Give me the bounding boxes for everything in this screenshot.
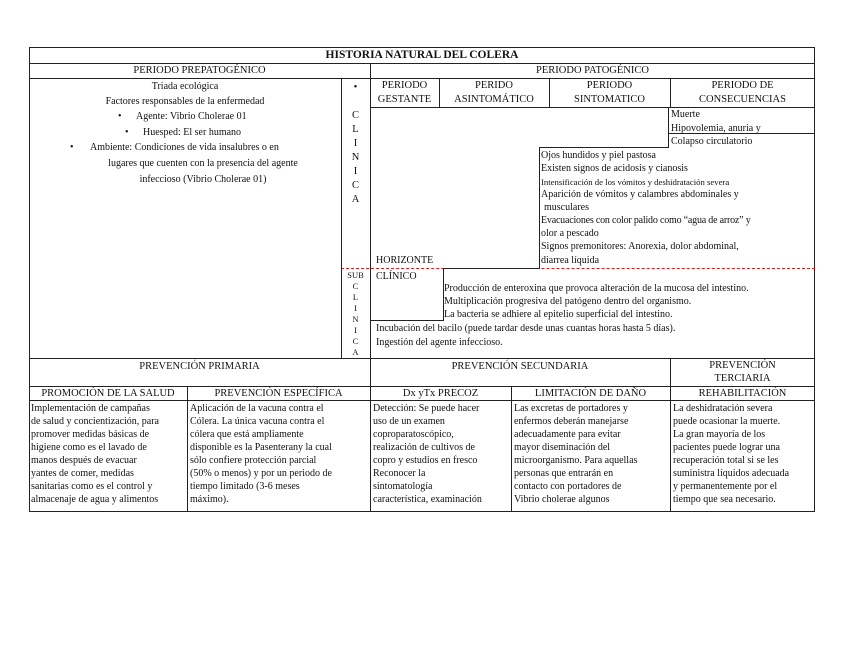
divider [29,63,815,64]
clinica-letter: L [352,124,359,135]
text-line: coproparatoscópico, [373,429,454,440]
text-line: puede ocasionar la muerte. [673,416,781,427]
text-line: y permanentemente por el [673,481,778,492]
event-incubation: Incubación del bacilo (puede tardar desde unas cuantas horas hasta 5 días). [376,323,676,334]
symptom-cramps-2: musculares [544,202,589,213]
bullet-icon: • [125,127,129,138]
divider [29,386,815,387]
divider [370,386,371,512]
text-line: copro y estudios en fresco [373,455,478,466]
page-title: HISTORIA NATURAL DEL COLERA [325,49,519,61]
text-line: mayor diseminación del [514,442,611,453]
clinical-label: CLÍNICO [376,271,417,282]
text-line: manos después de evacuar [31,455,137,466]
gestante-header-1: PERIODO [381,80,428,91]
text-line: almacenaje de agua y alimentos [31,494,159,505]
divider [29,358,815,359]
sintomatico-header-2: SINTOMATICO [574,94,645,105]
environment-text-2: lugares que cuenten con la presencia del agente [108,158,298,169]
event-multiplication: Multiplicación progresiva del patógeno dentro del organismo. [444,296,692,307]
environment-text-3: infeccioso (Vibrio Cholerae 01) [139,174,267,185]
rehabilitation-header: REHABILITACIÓN [698,388,787,399]
host-text: Huesped: El ser humano [143,127,242,138]
text-line: (50% o menos) y por un periodo de [190,468,332,479]
sintomatico-header-1: PERIODO [586,80,633,91]
consecuencias-header-1: PERIODO DE [711,80,774,91]
agent-text: Agente: Vibrio Cholerae 01 [136,111,247,122]
death-text: Muerte [671,109,700,120]
asintomatico-header-2: ASINTOMÁTICO [454,94,534,105]
tertiary-prevention-header-2: TERCIARIA [714,373,771,384]
text-line: tiempo que sea necesario. [673,494,776,505]
subclinica-letter: C [352,281,359,291]
clinica-letter: N [351,152,360,163]
environment-text-1: Ambiente: Condiciones de vida insalubres o en [90,142,279,153]
text-line: Las excretas de portadores y [514,403,628,414]
early-dx-header: Dx yTx PRECOZ [402,388,479,399]
text-line: realización de cultivos de [373,442,475,453]
bullet-icon: • [118,111,122,122]
stair-step [443,268,540,269]
hypovolemia-text: Hipovolemia, anuria y [671,123,761,134]
text-line: característica, examinación [373,494,482,505]
text-line: higiene como es el lavado de [31,442,147,453]
tertiary-prevention-header-1: PREVENCIÓN [709,360,776,371]
text-line: enfermos deberán manejarse [514,416,629,427]
text-line: contacto con portadores de [514,481,622,492]
gestante-header-2: GESTANTE [377,94,432,105]
subclinica-letter: L [352,292,359,302]
specific-prevention-header: PREVENCIÓN ESPECÍFICA [214,388,343,399]
divider [187,386,188,512]
prepatogenic-header: PERIODO PREPATOGÉNICO [133,65,266,76]
text-line: Detección: Se puede hacer [373,403,480,414]
clinical-horizon-line [341,268,815,269]
stair-step [539,147,669,148]
text-line: disponible es la Pasenterany la cual [190,442,332,453]
clinica-letter: I [353,166,358,177]
symptom-eyes: Ojos hundidos y piel pastosa [541,150,656,161]
subclinica-letter: C [352,336,359,346]
divider [29,78,815,79]
text-line: La deshidratación severa [673,403,773,414]
subclinica-letter: I [354,303,357,313]
divider [370,63,371,386]
text-line: suministra líquidos adecuada [673,468,790,479]
bullet-icon: • [353,82,358,93]
text-line: recuperación total si se les [673,455,779,466]
text-line: yantes de comer, medidas [31,468,134,479]
event-adhesion: La bacteria se adhiere al epitelio superficial del intestino. [444,309,673,320]
text-line: Implementación de campañas [31,403,150,414]
text-line: microorganismo. Para aquellas [514,455,638,466]
text-line: pacientes puede lograr una [673,442,780,453]
triad-title: Triada ecológica [151,81,219,92]
subclinica-letter: N [352,314,359,324]
text-line: promover medidas básicas de [31,429,150,440]
text-line: uso de un examen [373,416,445,427]
text-line: Cólera. La única vacuna contra el [190,416,325,427]
damage-limitation-header: LIMITACIÓN DE DAÑO [534,388,647,399]
text-line: Aplicación de la vacuna contra el [190,403,324,414]
symptom-premonitory-2: diarrea líquida [541,255,600,266]
health-promotion-header: PROMOCIÓN DE LA SALUD [41,388,175,399]
subclinica-letter: A [352,347,359,357]
pathogenic-header: PERIODO PATOGÉNICO [536,65,649,76]
text-line: sólo confiere protección parcial [190,455,317,466]
stair-step [539,147,540,268]
symptom-evacuations-1: Evacuaciones con color palido como “agua de arroz” y [541,215,751,226]
subclinica-letter: I [354,325,357,335]
collapse-text: Colapso circulatorio [671,136,753,147]
secondary-prevention-header: PREVENCIÓN SECUNDARIA [451,361,589,372]
text-line: adecuadamente para evitar [514,429,621,440]
divider [29,400,815,401]
symptom-cramps-1: Aparición de vómitos y calambres abdominales y [541,189,739,200]
event-ingestion: Ingestión del agente infeccioso. [376,337,503,348]
text-line: Reconocer la [373,468,426,479]
stair-step [371,320,444,321]
symptom-premonitory-1: Signos premonitores: Anorexia, dolor abdominal, [541,241,739,252]
asintomatico-header-1: PERIDO [475,80,513,91]
text-line: Vibrio cholerae algunos [514,494,610,505]
text-line: personas que entrarán en [514,468,614,479]
bullet-icon: • [70,142,74,153]
text-line: tiempo limitado (3-6 meses [190,481,300,492]
consecuencias-header-2: CONSECUENCIAS [699,94,786,105]
subclinica-letter: SUB [347,270,364,280]
symptom-evacuations-2: olor a pescado [541,228,599,239]
horizon-label: HORIZONTE [376,255,434,266]
clinica-letter: A [351,194,360,205]
clinica-letter: I [353,138,358,149]
text-line: sanitarias como es el control y [31,481,153,492]
stair-step [668,107,669,147]
clinica-letter: C [351,180,359,191]
primary-prevention-header: PREVENCIÓN PRIMARIA [139,361,260,372]
text-line: sintomatología [373,481,433,492]
symptom-acidosis: Existen signos de acidosis y cianosis [541,163,688,174]
text-line: La gran mayoría de los [673,429,766,440]
clinica-letter: C [351,110,359,121]
factors-label: Factores responsables de la enfermedad [105,96,265,107]
text-line: de salud y concientización, para [31,416,159,427]
event-enterotoxin: Producción de enteroxina que provoca alteración de la mucosa del intestino. [444,283,749,294]
symptom-vomiting-intensified: Intensificación de los vómitos y deshidratación severa [541,177,730,187]
text-line: máximo). [190,494,229,505]
divider [511,386,512,512]
divider [370,107,815,108]
text-line: cólera que está ampliamente [190,429,304,440]
